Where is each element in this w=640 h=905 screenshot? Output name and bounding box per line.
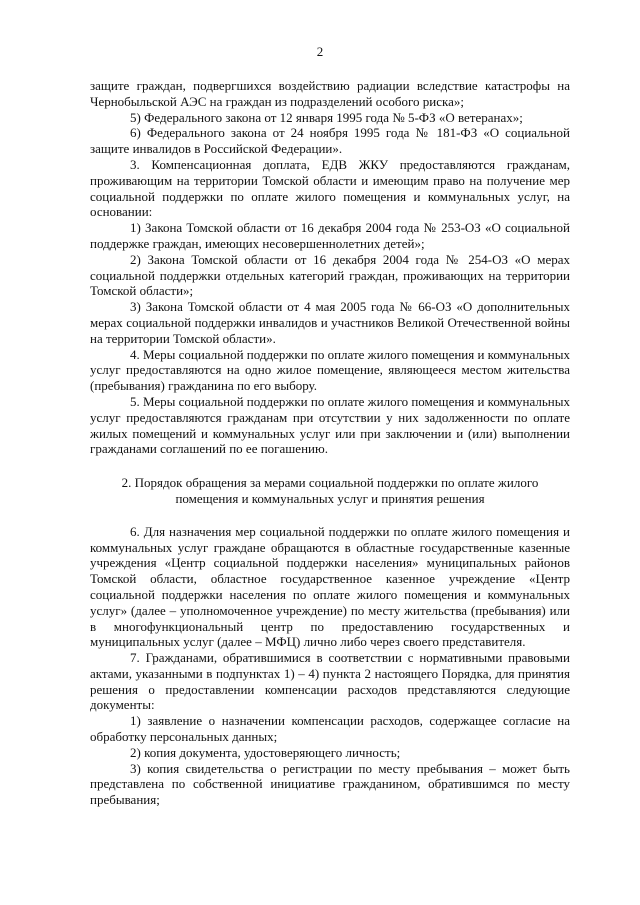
paragraph-document-1: 1) заявление о назначении компенсации расходов, содержащее согласие на обработку персональных данных; <box>90 713 570 745</box>
page-number: 2 <box>316 44 324 59</box>
paragraph-clause-7: 7. Гражданами, обратившимися в соответствии с нормативными правовыми актами, указанными в подпунктах 1) – 4) пункта 2 настоящего Порядка, для принятия решения о предоставлении компенсации расходов представляются следующие документы: <box>90 650 570 713</box>
paragraph-clause-5: 5. Меры социальной поддержки по оплате жилого помещения и коммунальных услуг предоставляются гражданам при отсутствии у них задолженности по оплате жилых помещений и коммунальных услуг или при заключении и (или) выполнении гражданами соглашений по ее погашению. <box>90 393 570 457</box>
section-title <box>90 475 570 507</box>
paragraph-subitem-2: 2) Закона Томской области от 16 декабря 2004 года № 254-ОЗ «О мерах социальной поддержки отдельных категорий граждан, проживающих на территории Томской области»; <box>90 251 570 299</box>
paragraph-clause-4: 4. Меры социальной поддержки по оплате жилого помещения и коммунальных услуг предоставляются на одно жилое помещение, являющееся местом жительства (пребывания) гражданина по его выбору. <box>90 346 570 394</box>
section-title-line-2: помещения и коммунальных услуг и принятия решения <box>175 490 485 506</box>
paragraph-document-2: 2) копия документа, удостоверяющего личность; <box>130 744 401 760</box>
paragraph-document-3: 3) копия свидетельства о регистрации по месту пребывания – может быть представлена по собственной инициативе гражданином, обратившимся по месту пребывания; <box>90 760 570 808</box>
section-title-line-1: 2. Порядок обращения за мерами социальной поддержки по оплате жилого <box>121 475 539 491</box>
paragraph-item-5: 5) Федерального закона от 12 января 1995 года № 5-ФЗ «О ветеранах»; <box>130 109 523 125</box>
paragraph-continuation: защите граждан, подвергшихся воздействию радиации вследствие катастрофы на Чернобыльской АЭС на граждан из подразделений особого риска»; <box>90 78 570 109</box>
document-body <box>90 78 570 808</box>
paragraph-item-6: 6) Федерального закона от 24 ноября 1995 года № 181-ФЗ «О социальной защите инвалидов в Российской Федерации». <box>90 125 570 157</box>
paragraph-clause-3: 3. Компенсационная доплата, ЕДВ ЖКУ предоставляются гражданам, проживающим на территории Томской области и имеющим право на получение мер социальной поддержки по оплате жилого помещения и коммунальных услуг, на основании: <box>90 156 570 220</box>
paragraph-clause-6: 6. Для назначения мер социальной поддержки по оплате жилого помещения и коммунальных услуг граждане обращаются в областные государственные казенные учреждения «Центр социальной поддержки населения» муниципальных районов Томской области, областное государственное казенное учреждение «Центр социальной поддержки населения по оплате жилого помещения и коммунальных услуг» (далее – уполномоченное учреждение) по месту жительства (пребывания) или в многофункциональный центр по предоставлению государственных и муниципальных услуг (далее – МФЦ) лично либо через своего представителя. <box>90 523 570 650</box>
paragraph-subitem-3: 3) Закона Томской области от 4 мая 2005 года № 66-ОЗ «О дополнительных мерах социальной поддержки инвалидов и участников Великой Отечественной войны на территории Томской области». <box>90 299 570 346</box>
paragraph-subitem-1: 1) Закона Томской области от 16 декабря 2004 года № 253-ОЗ «О социальной поддержке граждан, имеющих несовершеннолетних детей»; <box>90 220 570 251</box>
